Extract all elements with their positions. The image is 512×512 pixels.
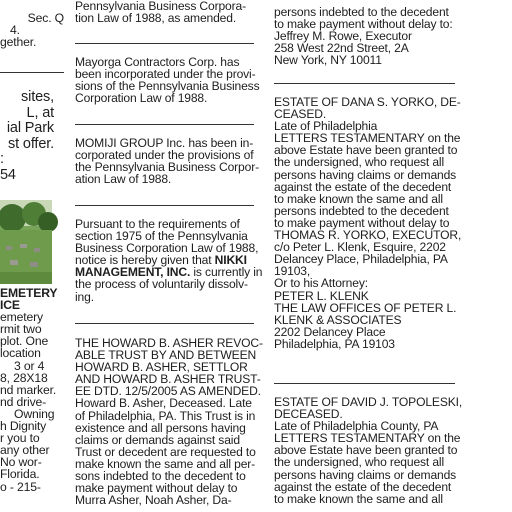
text-line: plot. One bbox=[0, 334, 49, 349]
text-line: make payment without delay to bbox=[75, 481, 238, 496]
column-rule bbox=[75, 205, 254, 206]
text-line: section 1975 of the Pennsylvania bbox=[75, 229, 248, 244]
ad-heading-line: ICE bbox=[0, 298, 20, 313]
text-line: nd drive- bbox=[0, 394, 47, 409]
text-line: New York, NY 10011 bbox=[274, 53, 382, 68]
text-line: ial Park bbox=[6, 120, 54, 136]
column-rule bbox=[75, 124, 254, 125]
text-line: ing. bbox=[75, 289, 94, 304]
text-line: sons indebted to the decedent to bbox=[75, 469, 246, 484]
text-line: persons indebted to the decedent bbox=[274, 203, 449, 218]
text-line: Corporation Law of 1988. bbox=[75, 91, 208, 106]
text-line: r you to bbox=[0, 431, 40, 446]
text-line: sites, bbox=[17, 89, 54, 105]
text-line: emetery bbox=[0, 310, 43, 325]
text-line: persons having claims or demands bbox=[274, 467, 457, 482]
text-line: above Estate have been granted to bbox=[274, 443, 458, 458]
text-line: Late of Philadelphia bbox=[274, 119, 378, 134]
notice-momiji bbox=[75, 136, 259, 187]
notice-corporation-fragment bbox=[75, 0, 254, 24]
text-line: to make payment without delay to: bbox=[274, 17, 453, 32]
text-line: 4. bbox=[10, 23, 20, 38]
ad-heading-line: EMETERY bbox=[0, 286, 58, 300]
text-line: AND HOWARD B. ASHER TRUST- bbox=[75, 372, 261, 387]
middle-column bbox=[75, 0, 263, 512]
text-line: c/o Peter L. Klenk, Esquire, 2202 bbox=[274, 240, 446, 255]
text-line: the undersigned, who request all bbox=[274, 455, 445, 470]
text-line: sions of the Pennsylvania Business bbox=[75, 79, 260, 94]
text-line: PETER L. KLENK bbox=[274, 288, 369, 303]
text-line: above Estate have been granted to bbox=[274, 143, 458, 158]
text-line: to make known the same and all bbox=[274, 491, 443, 506]
text-line: been incorporated under the provi- bbox=[75, 67, 256, 82]
text-line: any other bbox=[0, 443, 50, 458]
left-ad-fragment bbox=[0, 90, 54, 183]
text-line: to make payment without delay to bbox=[274, 215, 450, 230]
company-name-bold: MANAGEMENT, INC. bbox=[75, 265, 191, 280]
text-fragment: is currently in bbox=[190, 265, 263, 280]
text-line: : bbox=[0, 151, 4, 167]
company-name-bold: NIKKI bbox=[214, 253, 247, 268]
text-line: THOMAS R. YORKO, EXECUTOR, bbox=[274, 228, 462, 243]
notice-asher-trust bbox=[75, 336, 263, 508]
text-line: to make known the same and all bbox=[274, 191, 443, 206]
text-line: gether. bbox=[0, 35, 37, 50]
text-line: ESTATE OF DAVID J. TOPOLESKI, bbox=[274, 395, 463, 409]
text-line: Jeffrey M. Rowe, Executor bbox=[274, 29, 412, 44]
text-line: Delancey Place, Philadelphia, PA bbox=[274, 252, 448, 267]
right-column bbox=[274, 0, 463, 512]
text-line: KLENK & ASSOCIATES bbox=[274, 312, 402, 327]
text-line: 54 bbox=[0, 166, 16, 183]
cemetery-photo bbox=[0, 200, 52, 284]
text-line: Sec. Q bbox=[27, 11, 64, 25]
text-line: LETTERS TESTAMENTARY on the bbox=[274, 431, 461, 446]
text-line: ABLE TRUST BY AND BETWEEN bbox=[75, 348, 257, 363]
text-line: HOWARD B. ASHER, SETTLOR bbox=[75, 360, 248, 375]
text-fragment: notice is hereby given that bbox=[75, 253, 215, 268]
text-line: 2202 Delancey Place bbox=[274, 324, 386, 339]
text-line: o - 215- bbox=[0, 479, 41, 494]
text-line: persons having claims or demands bbox=[274, 167, 457, 182]
text-line: Owning bbox=[14, 406, 55, 421]
text-line: DECEASED. bbox=[274, 407, 343, 422]
column-rule bbox=[75, 323, 254, 324]
text-line: st offer. bbox=[8, 135, 54, 152]
text-line: Murra Asher, Noah Asher, Da- bbox=[75, 493, 232, 508]
text-line: MOMIJI GROUP Inc. has been in- bbox=[75, 136, 254, 150]
text-line: nd marker. bbox=[0, 382, 57, 397]
text-line: Pennsylvania Business Corpora- bbox=[75, 0, 246, 13]
text-line: corporated under the provisions of bbox=[75, 148, 254, 163]
text-line: Howard B. Asher, Deceased. Late bbox=[75, 396, 252, 411]
text-line: of Philadelphia, PA. This Trust is in bbox=[75, 408, 256, 423]
text-line: Trust or decedent are requested to bbox=[75, 444, 256, 459]
notice-nikki-dissolution bbox=[75, 217, 263, 304]
text-line: THE HOWARD B. ASHER REVOC- bbox=[75, 336, 263, 350]
text-line: THE LAW OFFICES OF PETER L. bbox=[274, 300, 457, 315]
text-line: the process of voluntarily dissolv- bbox=[75, 277, 248, 292]
column-rule bbox=[75, 43, 254, 44]
column-rule bbox=[0, 72, 64, 73]
text-line: claims or demands against said bbox=[75, 432, 240, 447]
text-line: rmit two bbox=[0, 322, 42, 337]
text-line: Mayorga Contractors Corp. has bbox=[75, 55, 240, 69]
text-line: L, at bbox=[26, 104, 54, 121]
text-line: Florida. bbox=[0, 467, 40, 482]
text-line: LETTERS TESTAMENTARY on the bbox=[274, 131, 461, 146]
text-line: Or to his Attorney: bbox=[274, 276, 368, 291]
text-line: existence and all persons having bbox=[75, 420, 246, 435]
text-line: against the estate of the decedent bbox=[274, 179, 452, 194]
text-line: Pursuant to the requirements of bbox=[75, 217, 240, 231]
text-line: 8, 28X18 bbox=[0, 370, 48, 385]
estate-yorko bbox=[274, 95, 462, 351]
text-line: persons indebted to the decedent bbox=[274, 5, 449, 19]
text-line: ation Law of 1988. bbox=[75, 172, 172, 187]
text-line: against the estate of the decedent bbox=[274, 479, 452, 494]
left-cemetery-ad bbox=[0, 287, 64, 493]
text-line: ESTATE OF DANA S. YORKO, DE- bbox=[274, 95, 461, 109]
left-column bbox=[0, 0, 64, 512]
text-line: CEASED. bbox=[274, 107, 327, 122]
text-line: make known the same and all per- bbox=[75, 456, 256, 471]
text-line: the undersigned, who request all bbox=[274, 155, 445, 170]
text-line: h Dignity bbox=[0, 419, 47, 434]
text-line: No wor- bbox=[0, 455, 42, 470]
estate-topoleski bbox=[274, 395, 463, 506]
text-line: EE DTD. 12/5/2005 AS AMENDED. bbox=[75, 384, 261, 399]
text-line: 19103, bbox=[274, 264, 311, 279]
text-line: Business Corporation Law of 1988, bbox=[75, 241, 259, 256]
text-line: 258 West 22nd Street, 2A bbox=[274, 41, 409, 56]
column-rule bbox=[274, 83, 455, 84]
text-line: Late of Philadelphia County, PA bbox=[274, 419, 439, 434]
notice-mayorga bbox=[75, 55, 260, 106]
text-line: tion Law of 1988, as amended. bbox=[75, 11, 237, 26]
notice-rowe-fragment bbox=[274, 6, 455, 66]
text-line: 3 or 4 bbox=[14, 358, 45, 373]
left-top-fragment bbox=[0, 12, 64, 48]
text-line: Philadelphia, PA 19103 bbox=[274, 336, 395, 351]
text-line: location bbox=[0, 346, 41, 361]
text-line: the Pennsylvania Business Corpor- bbox=[75, 160, 259, 175]
column-rule bbox=[274, 383, 455, 384]
